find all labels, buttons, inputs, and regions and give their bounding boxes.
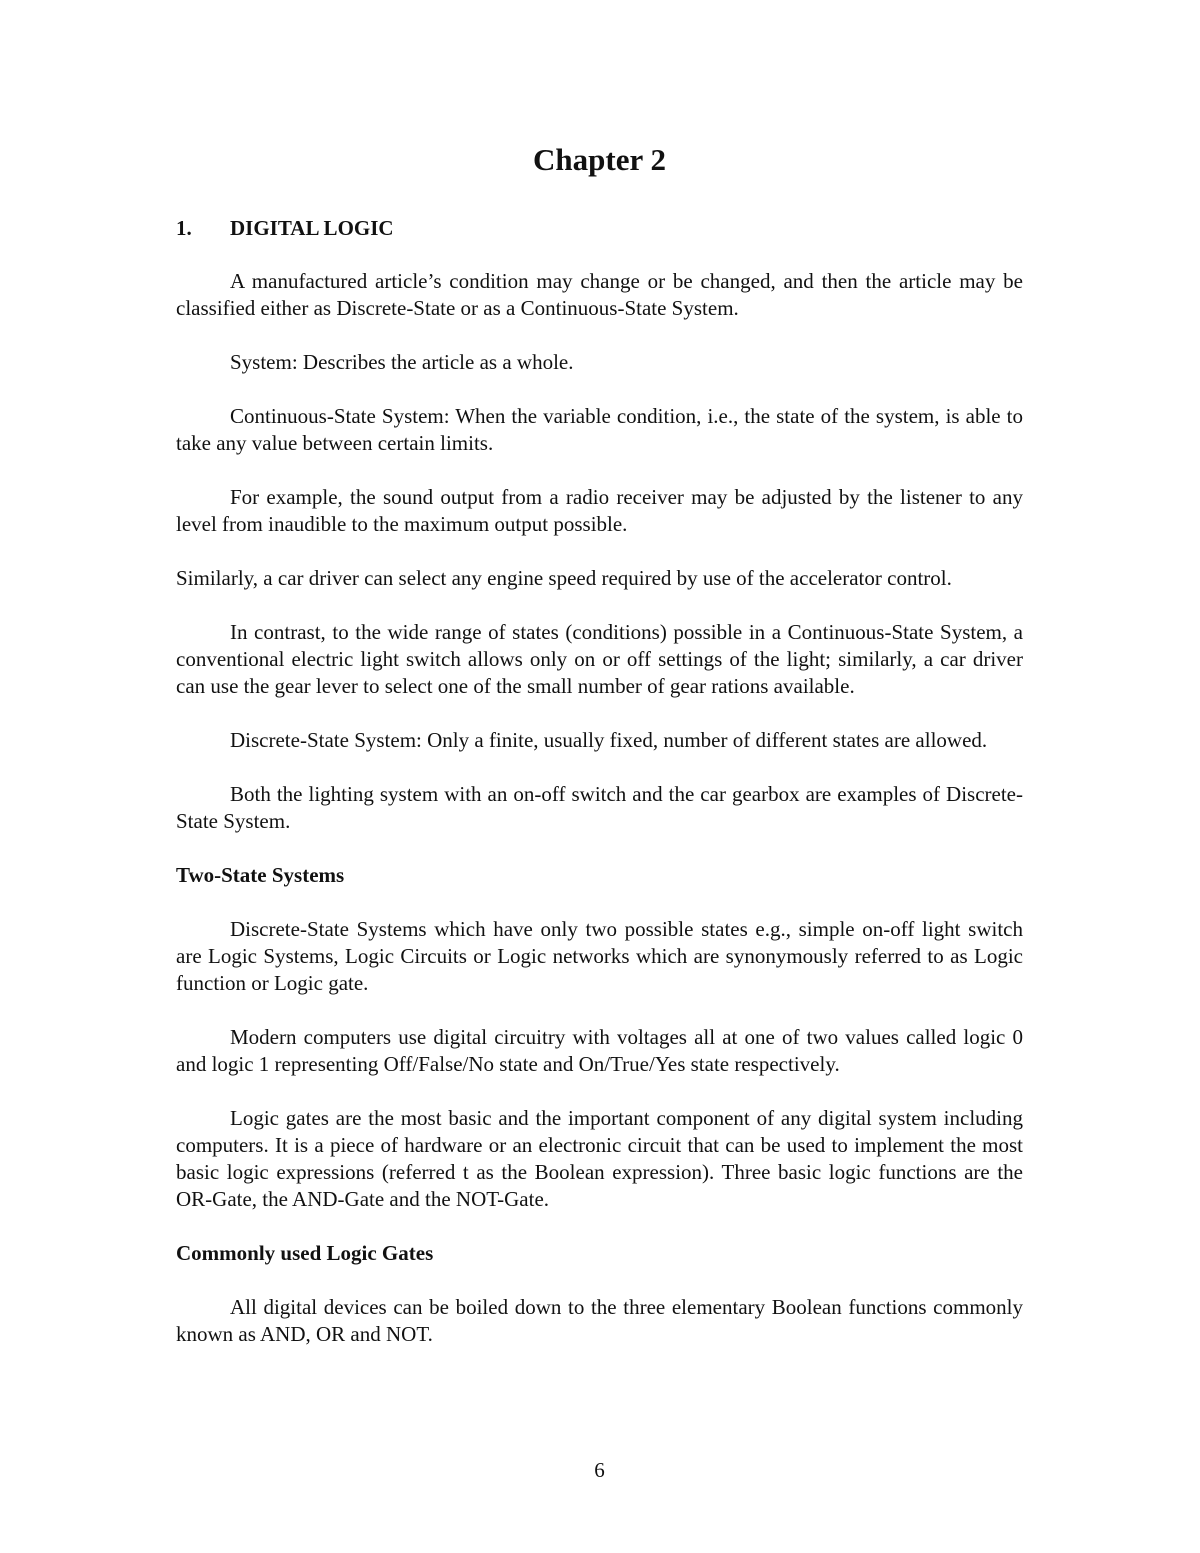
subheading-two-state-systems: Two-State Systems: [176, 863, 345, 887]
section-number: 1.: [176, 216, 192, 240]
paragraph: Logic gates are the most basic and the important component of any digital system including computers. It is a piece of hardware or an electronic circuit that can be used to implement the most basic logic expressions (referred t as the Boolean expression). Three basic logic functions are the OR-Gate, the AND-Gate and the NOT-Gate.: [176, 1106, 1023, 1211]
paragraph: Discrete-State Systems which have only two possible states e.g., simple on-off light switch are Logic Systems, Logic Circuits or Logic networks which are synonymously referred to as Logic function or Logic gate.: [176, 917, 1023, 995]
paragraph: For example, the sound output from a radio receiver may be adjusted by the listener to any level from inaudible to the maximum output possible.: [176, 485, 1023, 536]
paragraph: Similarly, a car driver can select any engine speed required by use of the accelerator control.: [176, 566, 952, 590]
chapter-title: Chapter 2: [533, 142, 666, 177]
paragraph: Both the lighting system with an on-off switch and the car gearbox are examples of Discrete-State System.: [176, 782, 1023, 833]
paragraph: In contrast, to the wide range of states (conditions) possible in a Continuous-State System, a conventional electric light switch allows only on or off settings of the light; similarly, a car driver can use the gear lever to select one of the small number of gear rations available.: [176, 620, 1023, 698]
document-page: [176, 0, 1023, 1553]
paragraph: A manufactured article’s condition may change or be changed, and then the article may be classified either as Discrete-State or as a Continuous-State System.: [176, 269, 1023, 320]
subheading-logic-gates: Commonly used Logic Gates: [176, 1241, 434, 1265]
page-number: 6: [594, 1458, 605, 1482]
paragraph: Modern computers use digital circuitry with voltages all at one of two values called logic 0 and logic 1 representing Off/False/No state and On/True/Yes state respectively.: [176, 1025, 1023, 1076]
section-title: DIGITAL LOGIC: [230, 216, 394, 240]
paragraph: Discrete-State System: Only a finite, usually fixed, number of different states are allowed.: [230, 728, 988, 752]
paragraph: System: Describes the article as a whole.: [230, 350, 574, 374]
paragraph: Continuous-State System: When the variable condition, i.e., the state of the system, is able to take any value between certain limits.: [176, 404, 1023, 455]
paragraph: All digital devices can be boiled down to the three elementary Boolean functions commonly known as AND, OR and NOT.: [176, 1295, 1023, 1346]
body-text: [176, 268, 1023, 1375]
section-heading: [176, 214, 394, 242]
